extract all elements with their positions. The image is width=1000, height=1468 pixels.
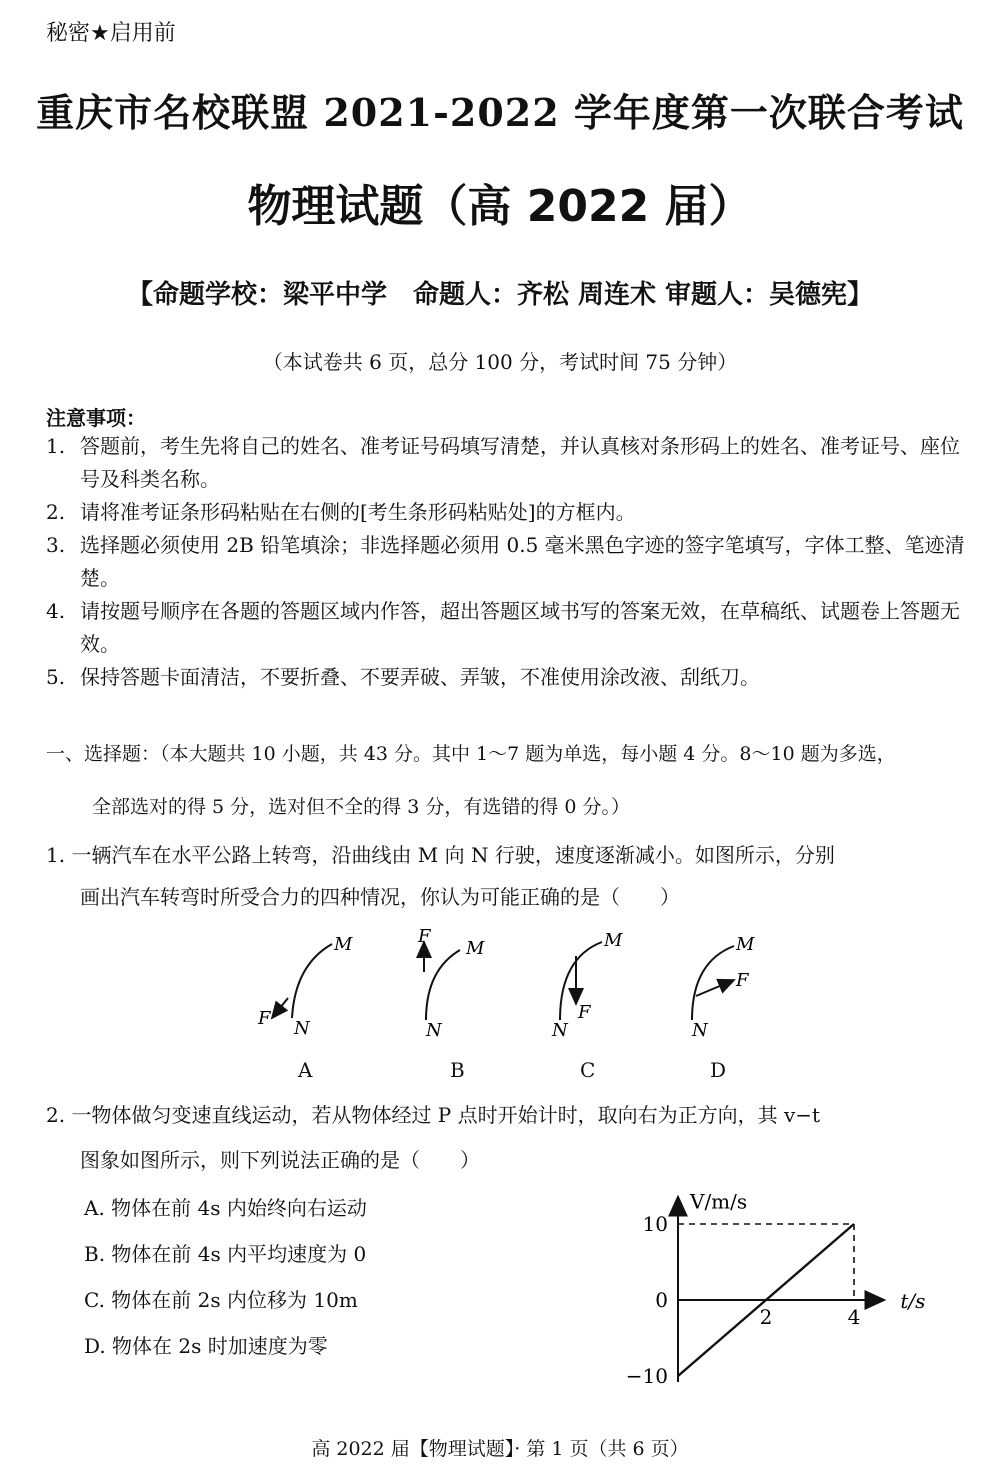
x-axis-label: t/s <box>900 1289 926 1313</box>
notice-num: 1. <box>46 434 66 458</box>
secret-label: 秘密★启用前 <box>46 21 176 46</box>
page-footer: 高 2022 届【物理试题】· 第 1 页（共 6 页） <box>311 1438 689 1460</box>
label-n: N <box>294 1018 310 1039</box>
curve-path <box>292 944 332 1018</box>
force-arrow <box>696 980 734 996</box>
notice-item <box>46 661 971 694</box>
notice-num: 5. <box>46 665 66 689</box>
figure-d <box>691 934 755 1041</box>
label-f: F <box>578 1002 591 1023</box>
choice-b: B. 物体在前 4s 内平均速度为 0 <box>84 1242 367 1266</box>
notice-num: 3. <box>46 533 66 557</box>
notice-num: 2. <box>46 500 66 524</box>
exam-title: 重庆市名校联盟 2021-2022 学年度第一次联合考试 <box>36 90 964 135</box>
section-heading: 一、选择题：（本大题共 10 小题，共 43 分。其中 1～7 题为单选，每小题 4 分。8～10 题为多选， <box>46 743 896 765</box>
figure-b <box>417 926 485 1041</box>
vt-chart <box>600 1140 990 1400</box>
label-n: N <box>692 1020 708 1041</box>
label-m: M <box>736 934 755 955</box>
notice-item <box>46 529 971 595</box>
question-2-stem-cont: 图象如图所示，则下列说法正确的是（ ） <box>80 1148 480 1172</box>
label-f: F <box>418 926 431 947</box>
notice-num: 4. <box>46 599 66 623</box>
label-n: N <box>426 1020 442 1041</box>
y-tick-label: 0 <box>655 1288 668 1312</box>
option-label-d: D <box>710 1058 727 1082</box>
exam-meta: （本试卷共 6 页，总分 100 分，考试时间 75 分钟） <box>262 350 738 374</box>
label-m: M <box>334 934 353 955</box>
curve-path <box>426 950 460 1020</box>
option-label-a: A <box>298 1058 313 1082</box>
notice-text: 保持答题卡面清洁，不要折叠、不要弄破、弄皱，不准使用涂改液、刮纸刀。 <box>80 665 760 689</box>
notice-text: 选择题必须使用 2B 铅笔填涂；非选择题必须用 0.5 毫米黑色字迹的签字笔填写，字体工整、笔迹清楚。 <box>80 533 965 590</box>
question-2-stem: 2. 一物体做匀变速直线运动，若从物体经过 P 点时开始计时，取向右为正方向，其 v−t <box>46 1103 821 1127</box>
notice-text: 请将准考证条形码粘贴在右侧的[考生条形码粘贴处]的方框内。 <box>80 500 636 524</box>
x-tick-label: 2 <box>759 1305 773 1329</box>
label-n: N <box>552 1020 568 1041</box>
notice-item <box>46 430 971 496</box>
notice-text: 请按题号顺序在各题的答题区域内作答，超出答题区域书写的答案无效，在草稿纸、试题卷上答题无效。 <box>80 599 960 656</box>
x-tick-label: 4 <box>847 1305 861 1329</box>
question-1-stem: 1. 一辆汽车在水平公路上转弯，沿曲线由 M 向 N 行驶，速度逐渐减小。如图所示，分别 <box>46 843 835 867</box>
question-1-figures <box>240 920 780 1060</box>
y-axis-label: V/m/s <box>690 1189 748 1214</box>
y-tick-label: −10 <box>625 1364 668 1388</box>
y-tick-label: 10 <box>642 1212 668 1236</box>
choice-d: D. 物体在 2s 时加速度为零 <box>84 1334 328 1358</box>
label-f: F <box>258 1008 271 1029</box>
section-heading-cont: 全部选对的得 5 分，选对但不全的得 3 分，有选错的得 0 分。） <box>92 796 631 818</box>
notice-item <box>46 496 971 529</box>
label-f: F <box>736 970 749 991</box>
force-arrow <box>272 998 288 1018</box>
label-m: M <box>604 930 623 951</box>
notice-list <box>46 430 971 694</box>
notice-heading: 注意事项： <box>46 406 146 430</box>
exam-authors: 【命题学校：梁平中学 命题人：齐松 周连术 审题人：吴德宪】 <box>126 280 874 310</box>
choice-a: A. 物体在前 4s 内始终向右运动 <box>84 1196 367 1220</box>
exam-subtitle: 物理试题（高 2022 届） <box>247 181 753 232</box>
question-1-stem-cont: 画出汽车转弯时所受合力的四种情况，你认为可能正确的是（ ） <box>80 885 680 909</box>
choice-c: C. 物体在前 2s 内位移为 10m <box>84 1288 358 1312</box>
label-m: M <box>466 938 485 959</box>
notice-item <box>46 595 971 661</box>
notice-text: 答题前，考生先将自己的姓名、准考证号码填写清楚，并认真核对条形码上的姓名、准考证号、座位号及科类名称。 <box>80 434 960 491</box>
figure-a <box>257 934 353 1039</box>
option-label-b: B <box>450 1058 465 1082</box>
figure-c <box>551 930 623 1041</box>
option-label-c: C <box>580 1058 596 1082</box>
